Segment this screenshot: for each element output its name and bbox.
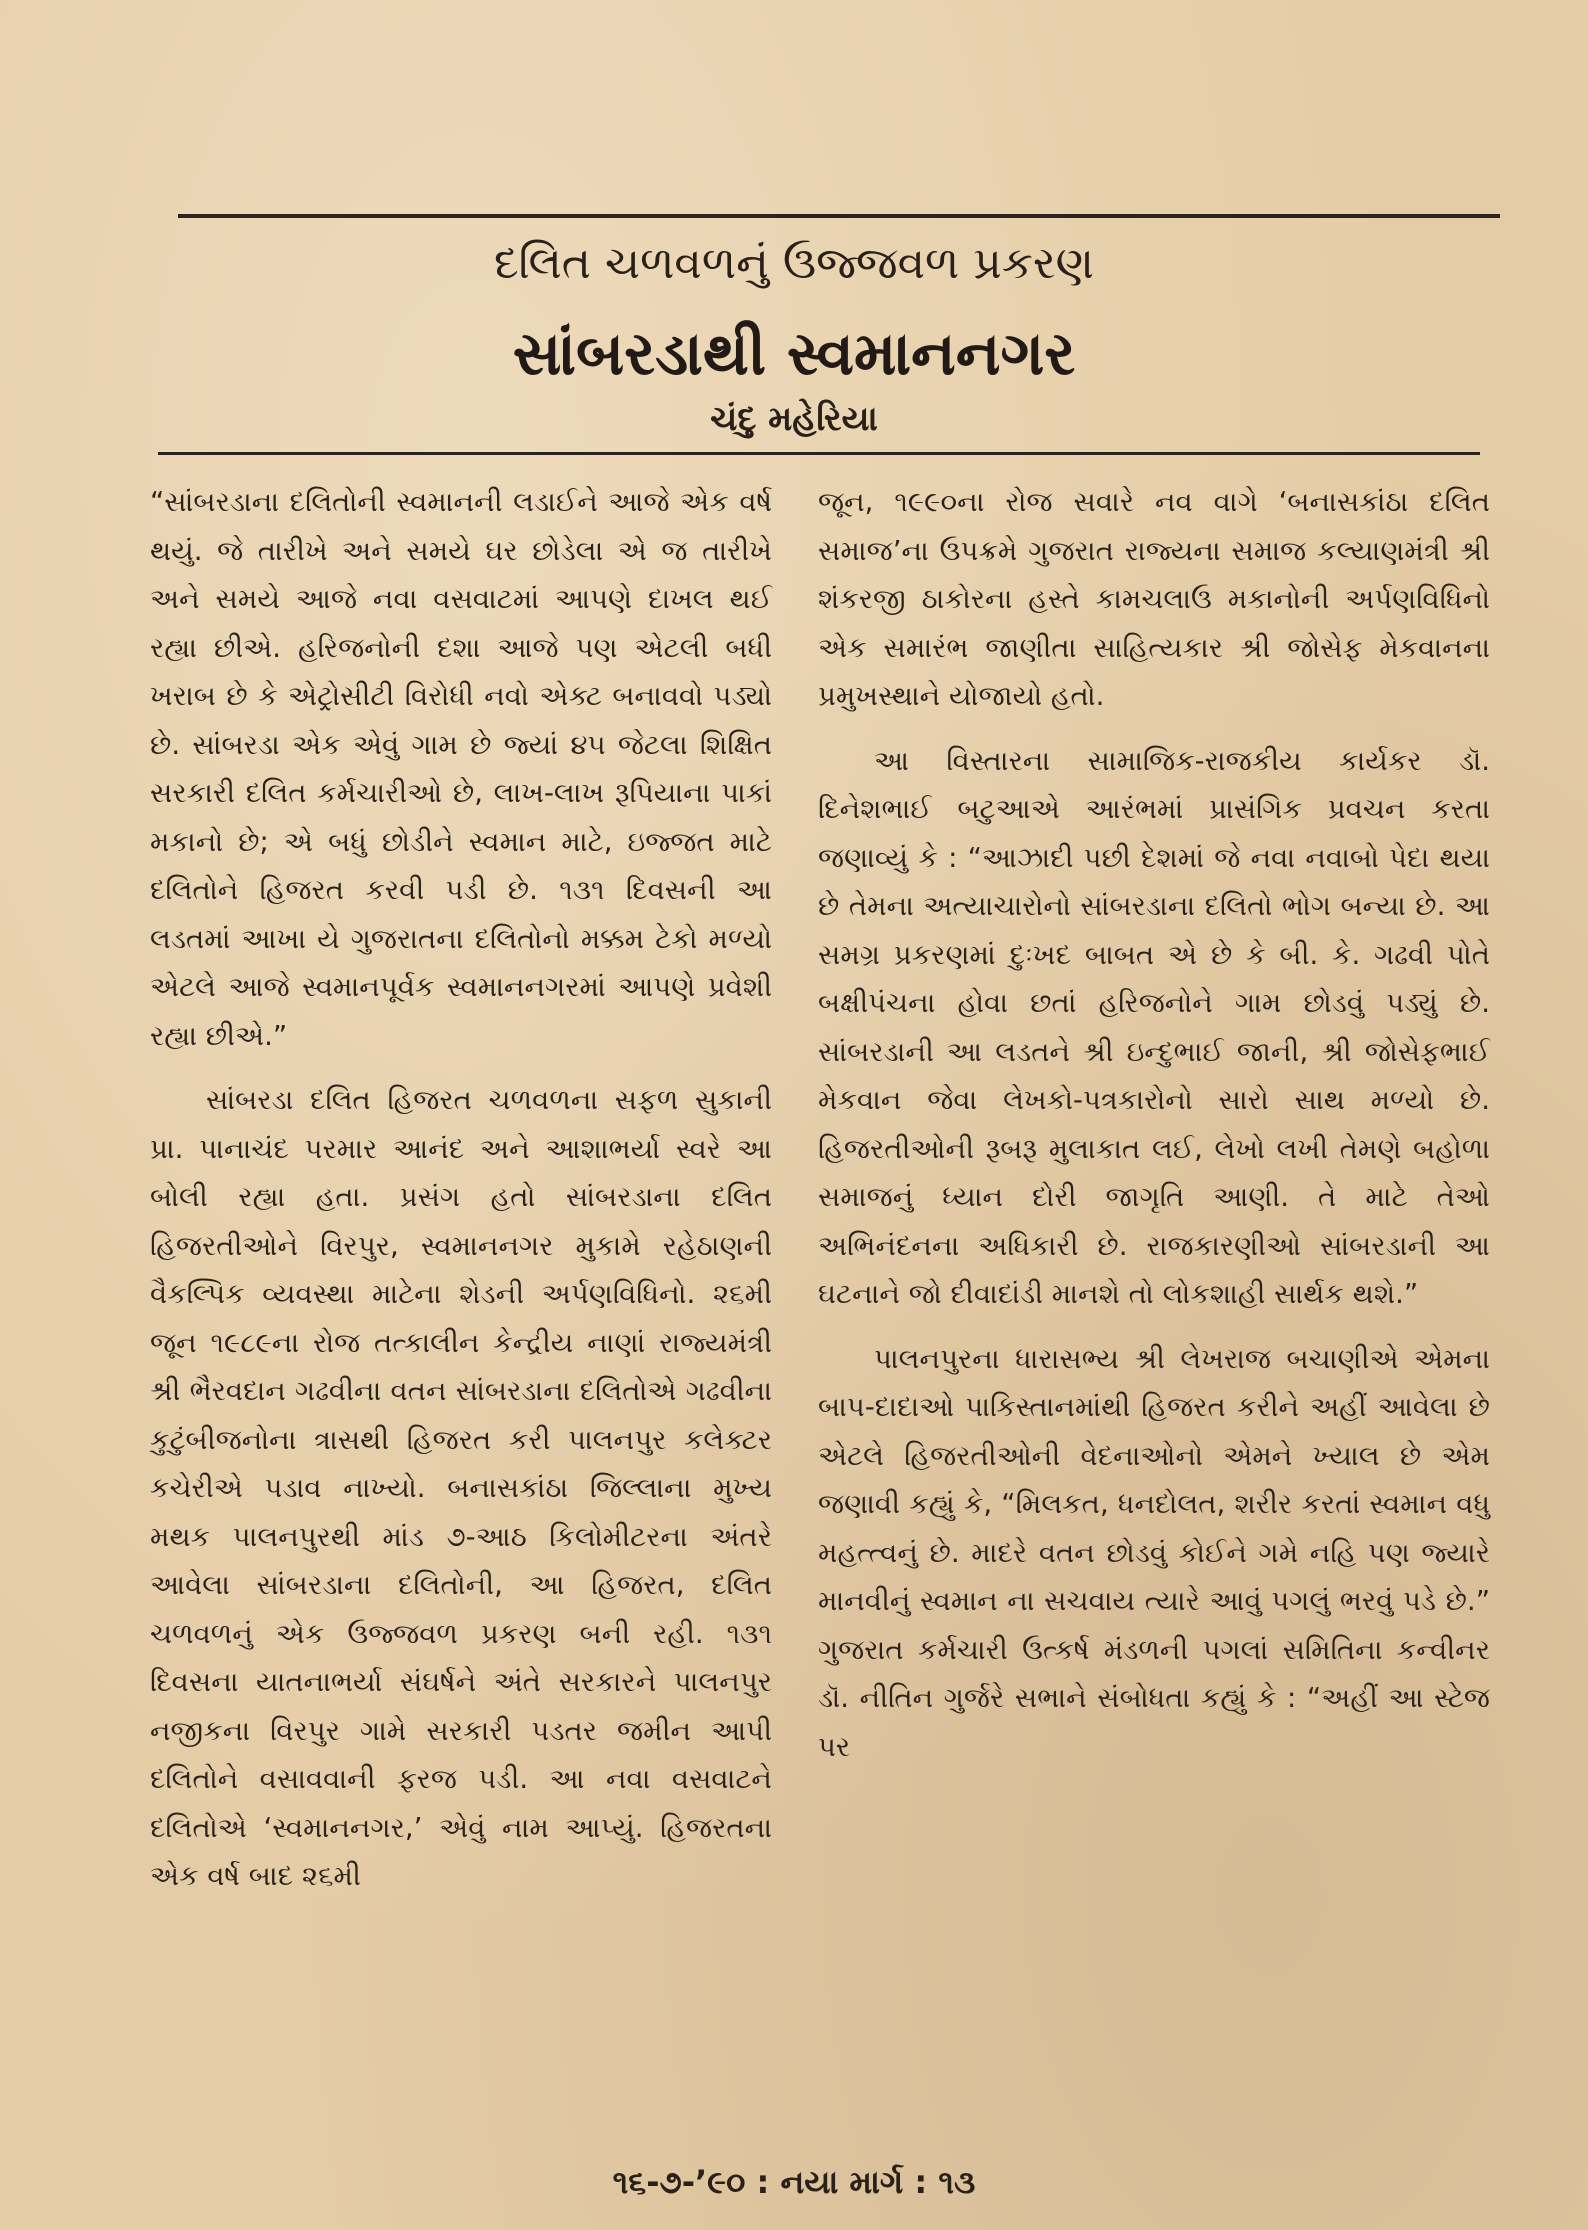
paragraph: જૂન, ૧૯૯૦ના રોજ સવારે નવ વાગે ‘બનાસકાંઠા દલિત સમાજ’ના ઉપક્રમે ગુજરાત રાજ્યના સમાજ કલ્યાણમંત્રી શ્રી શંકરજી ઠાકોરના હસ્તે કામચલાઉ મકાનોની અર્પણવિધિનો એક સમારંભ જાણીતા સાહિત્યકાર શ્રી જોસેફ મેકવાનના પ્રમુખસ્થાને યોજાયો હતો. (818, 485, 1490, 712)
article-kicker: દલિત ચળવળનું ઉજ્જવળ પ્રકરણ (493, 238, 1095, 289)
paragraph: આ વિસ્તારના સામાજિક-રાજકીય કાર્યકર ડૉ. દિનેશભાઈ બટુઆએ આરંભમાં પ્રાસંગિક પ્રવચન કરતા જણાવ્યું કે : “આઝાદી પછી દેશમાં જે નવા નવાબો પેદા થયા છે તેમના અત્યાચારોનો સાંબરડાના દલિતો ભોગ બન્યા છે. આ સમગ્ર પ્રકરણમાં દુઃખદ બાબત એ છે કે બી. કે. ગઢવી પોતે બક્ષીપંચના હોવા છતાં હરિજનોને ગામ છોડવું પડ્યું છે. સાંબરડાની આ લડતને શ્રી ઇન્દુભાઈ જાની, શ્રી જોસેફભાઈ મેકવાન જેવા લેખકો-પત્રકારોનો સારો સાથ મળ્યો છે. હિજરતીઓની રૂબરૂ મુલાકાત લઈ, લેખો લખી તેમણે બહોળા સમાજનું ધ્યાન દોરી જાગૃતિ આણી. તે માટે તેઓ અભિનંદનના અધિકારી છે. રાજકારણીઓ સાંબરડાની આ ઘટનાને જો દીવાદાંડી માનશે તો લોકશાહી સાર્થક થશે.” (818, 743, 1490, 1310)
article-headline: સાંબરડાથી સ્વમાનનગર (512, 319, 1076, 389)
paragraph: પાલનપુરના ધારાસભ્ય શ્રી લેખરાજ બચાણીએ એમના બાપ-દાદાઓ પાકિસ્તાનમાંથી હિજરત કરીને અહીં આવેલા છે એટલે હિજરતીઓની વેદનાઓનો એમને ખ્યાલ છે એમ જણાવી કહ્યું કે, “મિલકત, ધનદોલત, શરીર કરતાં સ્વમાન વધુ મહત્ત્વનું છે. માદરે વતન છોડવું કોઈને ગમે નહિ પણ જ્યારે માનવીનું સ્વમાન ના સચવાય ત્યારે આવું પગલું ભરવું પડે છે.” ગુજરાત કર્મચારી ઉત્કર્ષ મંડળની પગલાં સમિતિના કન્વીનર ડૉ. નીતિન ગુર્જરે સભાને સંબોધતા કહ્યું કે : “અહીં આ સ્ટેજ પર (818, 1341, 1490, 1763)
top-rule (178, 214, 1500, 218)
paragraph: “સાંબરડાના દલિતોની સ્વમાનની લડાઈને આજે એક વર્ષ થયું. જે તારીખે અને સમયે ઘર છોડેલા એ જ તારીખે અને સમયે આજે નવા વસવાટમાં આપણે દાખલ થઈ રહ્યા છીએ. હરિજનોની દશા આજે પણ એટલી બધી ખરાબ છે કે એટ્રોસીટી વિરોધી નવો એક્ટ બનાવવો પડ્યો છે. સાંબરડા એક એવું ગામ છે જ્યાં ૪૫ જેટલા શિક્ષિત સરકારી દલિત કર્મચારીઓ છે, લાખ-લાખ રૂપિયાના પાકાં મકાનો છે; એ બધું છોડીને સ્વમાન માટે, ઇજ્જત માટે દલિતોને હિજરત કરવી પડી છે. ૧૩૧ દિવસની આ લડતમાં આખા યે ગુજરાતના દલિતોનો મક્કમ ટેકો મળ્યો એટલે આજે સ્વમાનપૂર્વક સ્વમાનનગરમાં આપણે પ્રવેશી રહ્યા છીએ.” (150, 485, 772, 1052)
left-column (150, 478, 772, 1901)
paragraph: સાંબરડા દલિત હિજરત ચળવળના સફળ સુકાની પ્રા. પાનાચંદ પરમાર આનંદ અને આશાભર્યા સ્વરે આ બોલી રહ્યા હતા. પ્રસંગ હતો સાંબરડાના દલિત હિજરતીઓને વિરપુર, સ્વમાનનગર મુકામે રહેઠાણની વૈકલ્પિક વ્યવસ્થા માટેના શેડની અર્પણવિધિનો. ૨૬મી જૂન ૧૯૮૯ના રોજ તત્કાલીન કેન્દ્રીય નાણાં રાજ્યમંત્રી શ્રી ભૈરવદાન ગઢવીના વતન સાંબરડાના દલિતોએ ગઢવીના કુટુંબીજનોના ત્રાસથી હિજરત કરી પાલનપુર કલેક્ટર કચેરીએ પડાવ નાખ્યો. બનાસકાંઠા જિલ્લાના મુખ્ય મથક પાલનપુરથી માંડ ૭-આઠ કિલોમીટરના અંતરે આવેલા સાંબરડાના દલિતોની, આ હિજરત, દલિત ચળવળનું એક ઉજ્જવળ પ્રકરણ બની રહી. ૧૩૧ દિવસના યાતનાભર્યા સંઘર્ષને અંતે સરકારને પાલનપુર નજીકના વિરપુર ગામે સરકારી પડતર જમીન આપી દલિતોને વસાવવાની ફરજ પડી. આ નવા વસવાટને દલિતોએ ‘સ્વમાનનગર,’ એવું નામ આપ્યું. હિજરતના એક વર્ષ બાદ ૨૬મી (150, 1083, 772, 1892)
article-author: ચંદુ મહેરિયા (710, 399, 878, 439)
right-column (818, 478, 1490, 1771)
page-footer: ૧૬-૭-’૯૦ : નયા માર્ગ : ૧૩ (612, 2163, 976, 2201)
header-rule (158, 452, 1480, 455)
